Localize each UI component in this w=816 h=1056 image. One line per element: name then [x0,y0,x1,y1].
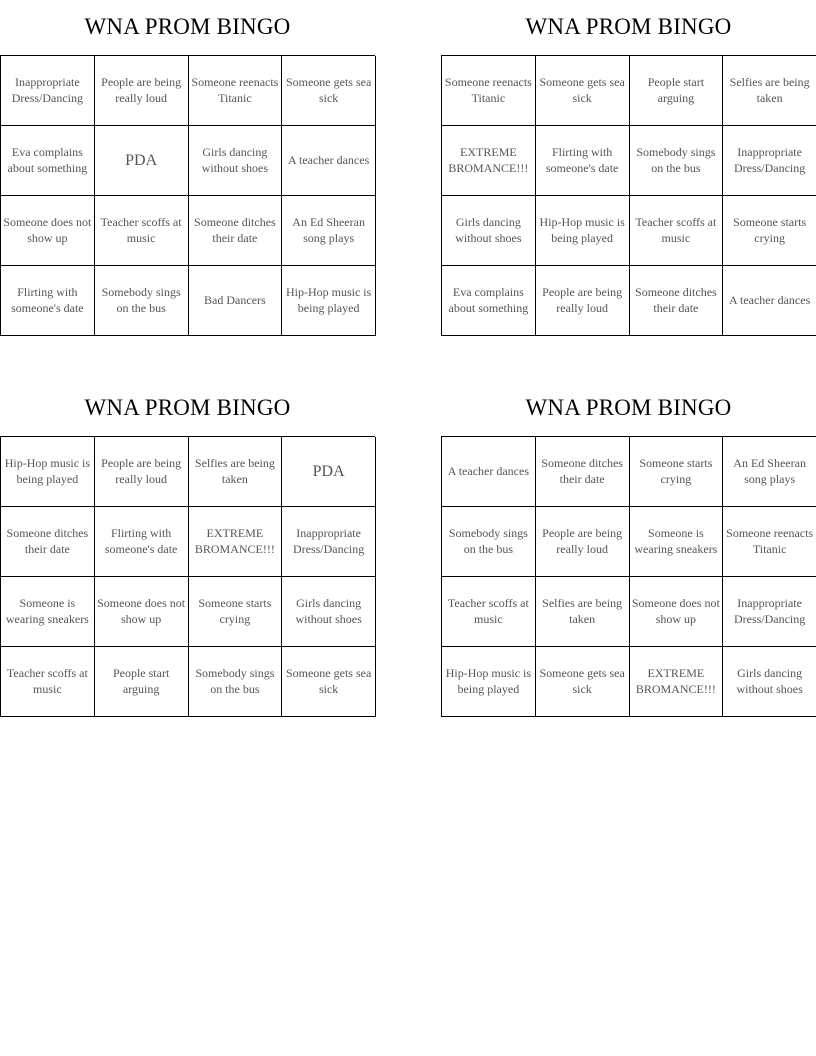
bingo-cell: Someone starts crying [630,437,724,507]
bingo-cell: Someone ditches their date [1,507,95,577]
card-title: WNA PROM BINGO [525,14,732,39]
bingo-cell: People start arguing [630,56,724,126]
bingo-cell: Someone starts crying [723,196,816,266]
card-title: WNA PROM BINGO [525,395,732,420]
bingo-cell: An Ed Sheeran song plays [282,196,376,266]
bingo-grid [0,436,375,717]
bingo-cell: Someone reenacts Titanic [442,56,536,126]
bingo-grid [0,55,375,336]
bingo-cell: Someone reenacts Titanic [189,56,283,126]
bingo-cell: Someone gets sea sick [536,56,630,126]
bingo-cell: Girls dancing without shoes [723,647,816,717]
bingo-cell: Inappropriate Dress/Dancing [1,56,95,126]
bingo-cell: EXTREME BROMANCE!!! [442,126,536,196]
bingo-cell: Flirting with someone's date [95,507,189,577]
bingo-card-3 [0,391,375,717]
bingo-card-4 [441,391,816,717]
bingo-cell: EXTREME BROMANCE!!! [189,507,283,577]
bingo-cell: Somebody sings on the bus [95,266,189,336]
bingo-cell: Hip-Hop music is being played [282,266,376,336]
card-title: WNA PROM BINGO [84,14,291,39]
bingo-cell: Inappropriate Dress/Dancing [723,577,816,647]
bingo-cell: Someone is wearing sneakers [630,507,724,577]
bingo-cell: Teacher scoffs at music [630,196,724,266]
bingo-cell: A teacher dances [723,266,816,336]
bingo-cell: Someone ditches their date [630,266,724,336]
bingo-cell: Teacher scoffs at music [442,577,536,647]
bingo-grid [441,436,816,717]
bingo-cell: Girls dancing without shoes [442,196,536,266]
bingo-cell: Hip-Hop music is being played [442,647,536,717]
bingo-cell: People are being really loud [95,437,189,507]
bingo-cell: Eva complains about something [442,266,536,336]
bingo-cell: Selfies are being taken [536,577,630,647]
bingo-cell: Somebody sings on the bus [442,507,536,577]
bingo-cell: Hip-Hop music is being played [536,196,630,266]
card-title: WNA PROM BINGO [84,395,291,420]
bingo-cell: Someone is wearing sneakers [1,577,95,647]
bingo-cell: Somebody sings on the bus [630,126,724,196]
bingo-cell: People are being really loud [536,507,630,577]
bingo-cell: A teacher dances [282,126,376,196]
bingo-cell: PDA [95,126,189,196]
bingo-cell: People start arguing [95,647,189,717]
bingo-cell: Inappropriate Dress/Dancing [723,126,816,196]
bingo-cell: Flirting with someone's date [1,266,95,336]
bingo-cell: Someone does not show up [1,196,95,266]
bingo-cell: Someone gets sea sick [282,647,376,717]
bingo-cell: Inappropriate Dress/Dancing [282,507,376,577]
bingo-cell: Someone ditches their date [189,196,283,266]
bingo-cell: Teacher scoffs at music [1,647,95,717]
bingo-cell: Girls dancing without shoes [189,126,283,196]
bingo-card-2 [441,10,816,336]
bingo-grid [441,55,816,336]
bingo-cell: Someone reenacts Titanic [723,507,816,577]
bingo-cell: People are being really loud [536,266,630,336]
bingo-cell: An Ed Sheeran song plays [723,437,816,507]
bingo-cell: PDA [282,437,376,507]
bingo-cell: A teacher dances [442,437,536,507]
bingo-cell: Teacher scoffs at music [95,196,189,266]
bingo-cell: Selfies are being taken [189,437,283,507]
bingo-cell: Someone does not show up [630,577,724,647]
bingo-cell: Someone ditches their date [536,437,630,507]
bingo-cell: EXTREME BROMANCE!!! [630,647,724,717]
bingo-cell: Bad Dancers [189,266,283,336]
bingo-cell: Selfies are being taken [723,56,816,126]
bingo-card-1 [0,10,375,336]
bingo-cell: Girls dancing without shoes [282,577,376,647]
bingo-cell: Hip-Hop music is being played [1,437,95,507]
bingo-cell: Flirting with someone's date [536,126,630,196]
bingo-cell: Someone gets sea sick [536,647,630,717]
bingo-cell: Someone starts crying [189,577,283,647]
bingo-cell: Someone gets sea sick [282,56,376,126]
bingo-cell: People are being really loud [95,56,189,126]
bingo-cell: Eva complains about something [1,126,95,196]
bingo-cell: Somebody sings on the bus [189,647,283,717]
bingo-cell: Someone does not show up [95,577,189,647]
